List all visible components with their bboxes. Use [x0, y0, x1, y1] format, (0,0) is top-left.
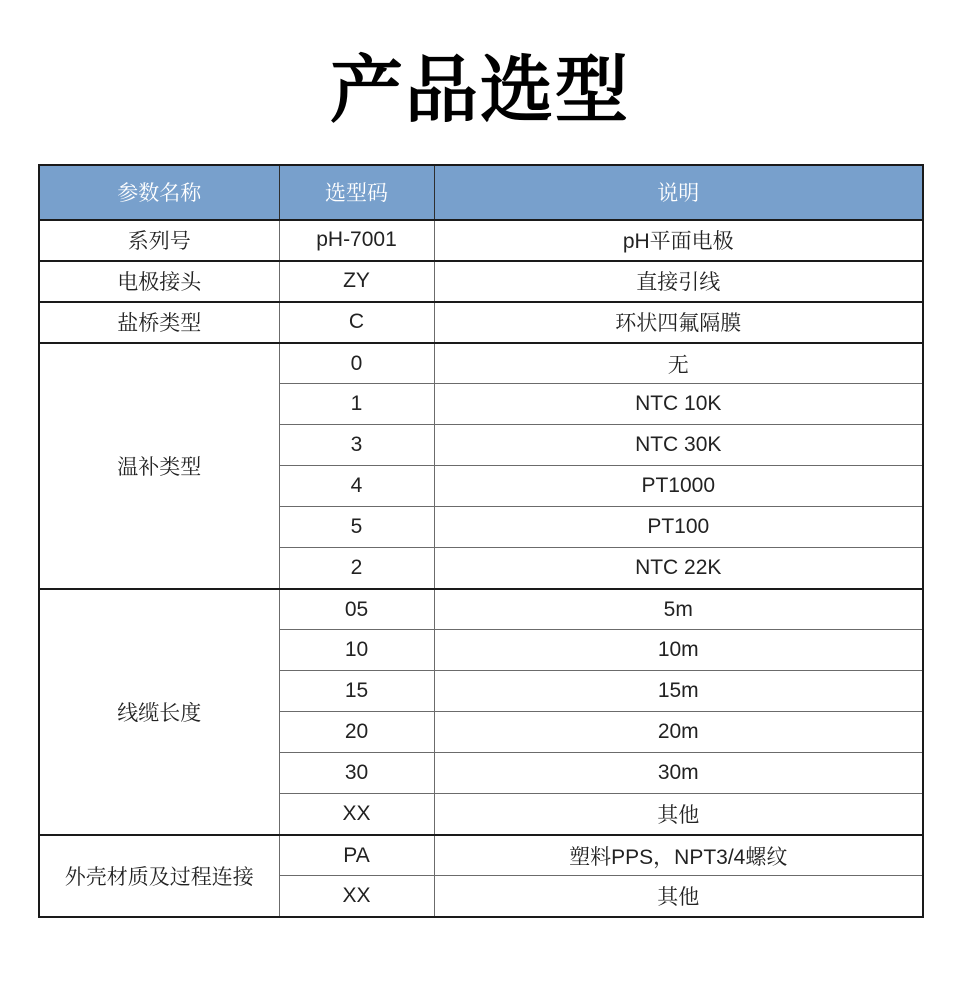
- description-cell: 15m: [434, 671, 923, 712]
- description-cell: PT100: [434, 507, 923, 548]
- code-cell: 2: [279, 548, 434, 589]
- table-body: [39, 220, 923, 917]
- code-cell: 5: [279, 507, 434, 548]
- code-cell: pH-7001: [279, 220, 434, 261]
- table-row: [39, 835, 923, 876]
- description-cell: NTC 22K: [434, 548, 923, 589]
- parameter-name-cell: 系列号: [39, 220, 279, 261]
- parameter-name-cell: 外壳材质及过程连接: [39, 835, 279, 917]
- code-cell: 4: [279, 466, 434, 507]
- selection-table: [38, 164, 924, 918]
- code-cell: PA: [279, 835, 434, 876]
- code-cell: 20: [279, 712, 434, 753]
- code-cell: ZY: [279, 261, 434, 302]
- description-cell: 塑料PPS，NPT3/4螺纹: [434, 835, 923, 876]
- code-cell: 3: [279, 425, 434, 466]
- parameter-name-cell: 电极接头: [39, 261, 279, 302]
- code-cell: 10: [279, 630, 434, 671]
- parameter-name-cell: 盐桥类型: [39, 302, 279, 343]
- description-cell: NTC 10K: [434, 384, 923, 425]
- table-row: [39, 589, 923, 630]
- description-cell: 30m: [434, 753, 923, 794]
- table-row: [39, 261, 923, 302]
- parameter-name-cell: 温补类型: [39, 343, 279, 589]
- page-title: 产品选型: [330, 50, 630, 131]
- table-header: [39, 165, 923, 220]
- column-header-parameter: 参数名称: [39, 165, 279, 220]
- table-row: [39, 302, 923, 343]
- description-cell: 5m: [434, 589, 923, 630]
- description-cell: PT1000: [434, 466, 923, 507]
- description-cell: 20m: [434, 712, 923, 753]
- column-header-code: 选型码: [279, 165, 434, 220]
- description-cell: 无: [434, 343, 923, 384]
- column-header-description: 说明: [434, 165, 923, 220]
- parameter-name-cell: 线缆长度: [39, 589, 279, 835]
- table-row: [39, 343, 923, 384]
- description-cell: 10m: [434, 630, 923, 671]
- description-cell: NTC 30K: [434, 425, 923, 466]
- code-cell: 15: [279, 671, 434, 712]
- code-cell: 0: [279, 343, 434, 384]
- code-cell: C: [279, 302, 434, 343]
- description-cell: 环状四氟隔膜: [434, 302, 923, 343]
- code-cell: XX: [279, 876, 434, 917]
- table-row: [39, 220, 923, 261]
- description-cell: 其他: [434, 794, 923, 835]
- code-cell: 05: [279, 589, 434, 630]
- code-cell: 30: [279, 753, 434, 794]
- code-cell: 1: [279, 384, 434, 425]
- code-cell: XX: [279, 794, 434, 835]
- description-cell: pH平面电极: [434, 220, 923, 261]
- description-cell: 直接引线: [434, 261, 923, 302]
- description-cell: 其他: [434, 876, 923, 917]
- table-header-row: [39, 165, 923, 220]
